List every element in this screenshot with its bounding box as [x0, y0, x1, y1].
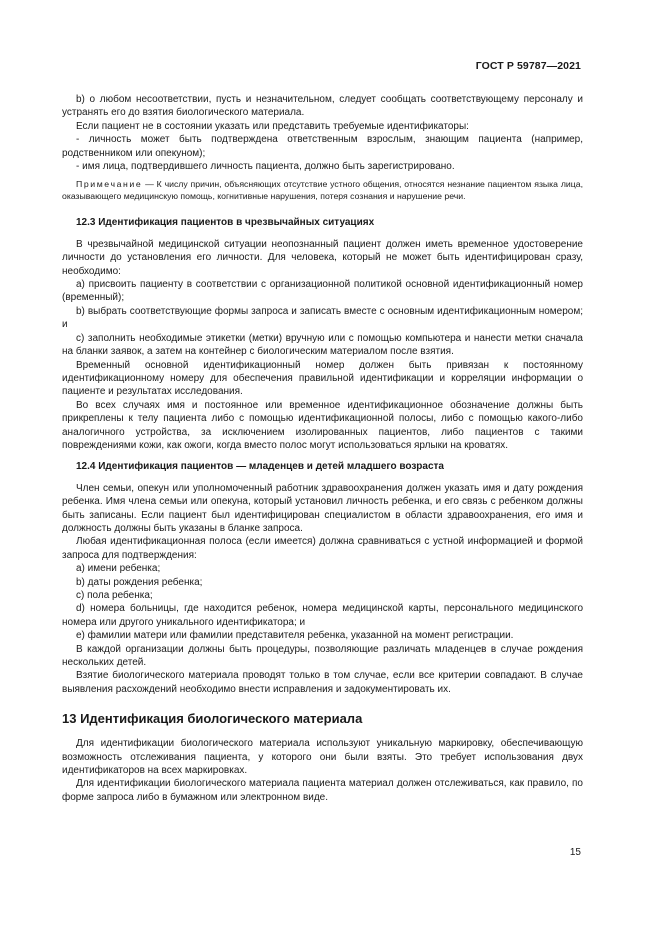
note [62, 178, 583, 202]
note-label: Примечание [76, 179, 143, 190]
paragraph: b) о любом несоответствии, пусть и незначительном, следует сообщать соответствующему персоналу и устранять его до взятия биологического материала. [62, 94, 583, 119]
list-item: e) фамилии матери или фамилии представителя ребенка, указанной на момент регистрации. [76, 630, 514, 642]
note-text: — К числу причин, объясняющих отсутствие устного общения, относятся незнание пациентом языка лица, оказывающего медицинскую помощь, когнитивные нарушения, потеря сознания и нарушение речи. [62, 179, 583, 202]
list-item: d) номера больницы, где находится ребенок, номера медицинской карты, персонального медицинского номера или другого уникального идентификатора; и [62, 603, 583, 628]
paragraph: Для идентификации биологического материала пациента материал должен отслеживаться, как правило, по форме запроса либо в бумажном или электронном виде. [62, 778, 583, 803]
list-item: b) даты рождения ребенка; [76, 576, 203, 588]
paragraph: Если пациент не в состоянии указать или представить требуемые идентификаторы: [76, 120, 469, 132]
list-item: а) присвоить пациенту в соответствии с организационной политикой основной идентификационный номер (временный); [62, 279, 583, 304]
list-item: - личность может быть подтверждена ответственным взрослым, знающим пациента (например, родственником или опекуном); [62, 134, 583, 159]
paragraph: Для идентификации биологического материала используют уникальную маркировку, обеспечивающую возможность отслеживания пациента, у которого они были взяты. Это требует использования двух идентификаторов на всех маркировках. [62, 738, 583, 777]
list-item: a) имени ребенка; [76, 563, 161, 575]
section-heading-12-3: 12.3 Идентификация пациентов в чрезвычайных ситуациях [76, 217, 375, 229]
paragraph: В чрезвычайной медицинской ситуации неопознанный пациент должен иметь временное удостоверение личности до установления его личности. Для человека, который не может быть идентифицирован сразу, необходимо: [62, 238, 583, 277]
list-item: с) заполнить необходимые этикетки (метки) вручную или с помощью компьютера и нанести метки сначала на бланки заявок, а затем на контейнер с биологическим материалом после взятия. [62, 332, 583, 358]
paragraph: В каждой организации должны быть процедуры, позволяющие различать младенцев в случае рождения нескольких детей. [62, 643, 583, 669]
paragraph: Член семьи, опекун или уполномоченный работник здравоохранения должен указать имя и дату рождения ребенка. Имя члена семьи или опекуна, который установил личность ребенка, и его связь с ребенком должны быть записаны. Если пациент был идентифицирован специалистом в области здравоохранения, его имя и должность должны быть указаны в бланке запроса. [62, 482, 583, 534]
paragraph: Любая идентификационная полоса (если имеется) должна сравниваться с устной информацией и формой запроса для подтверждения: [62, 536, 583, 561]
paragraph: Временный основной идентификационный номер должен быть привязан к постоянному идентификационному номеру для обеспечения правильной идентификации и корреляции информации о пациенте и результатах исследования. [62, 359, 583, 398]
list-item: c) пола ребенка; [76, 590, 153, 601]
paragraph: Взятие биологического материала проводят только в том случае, если все критерии совпадают. В случае выявления расхождений необходимо внести исправления и задокументировать их. [62, 670, 583, 695]
section-heading-13: 13 Идентификация биологического материала [62, 711, 363, 727]
list-item: b) выбрать соответствующие формы запроса и записать вместе с основным идентификационным номером; и [62, 305, 583, 331]
list-item: - имя лица, подтвердившего личность пациента, должно быть зарегистрировано. [76, 161, 455, 173]
page-content [62, 93, 583, 804]
paragraph: Во всех случаях имя и постоянное или временное идентификационное обозначение должны быть прикреплены к телу пациента либо с помощью идентификационной полосы, либо с помощью какого-либо аналогичного устройства, за исключением изолированных пациентов, либо пациентов с такими повреждениями кожи, как ожоги, когда вместо полос могут использоваться ярлыки на кроватях. [62, 399, 583, 451]
page-number: 15 [569, 847, 581, 858]
standard-designation: ГОСТ Р 59787—2021 [475, 60, 581, 72]
section-heading-12-4: 12.4 Идентификация пациентов — младенцев и детей младшего возраста [76, 461, 444, 473]
